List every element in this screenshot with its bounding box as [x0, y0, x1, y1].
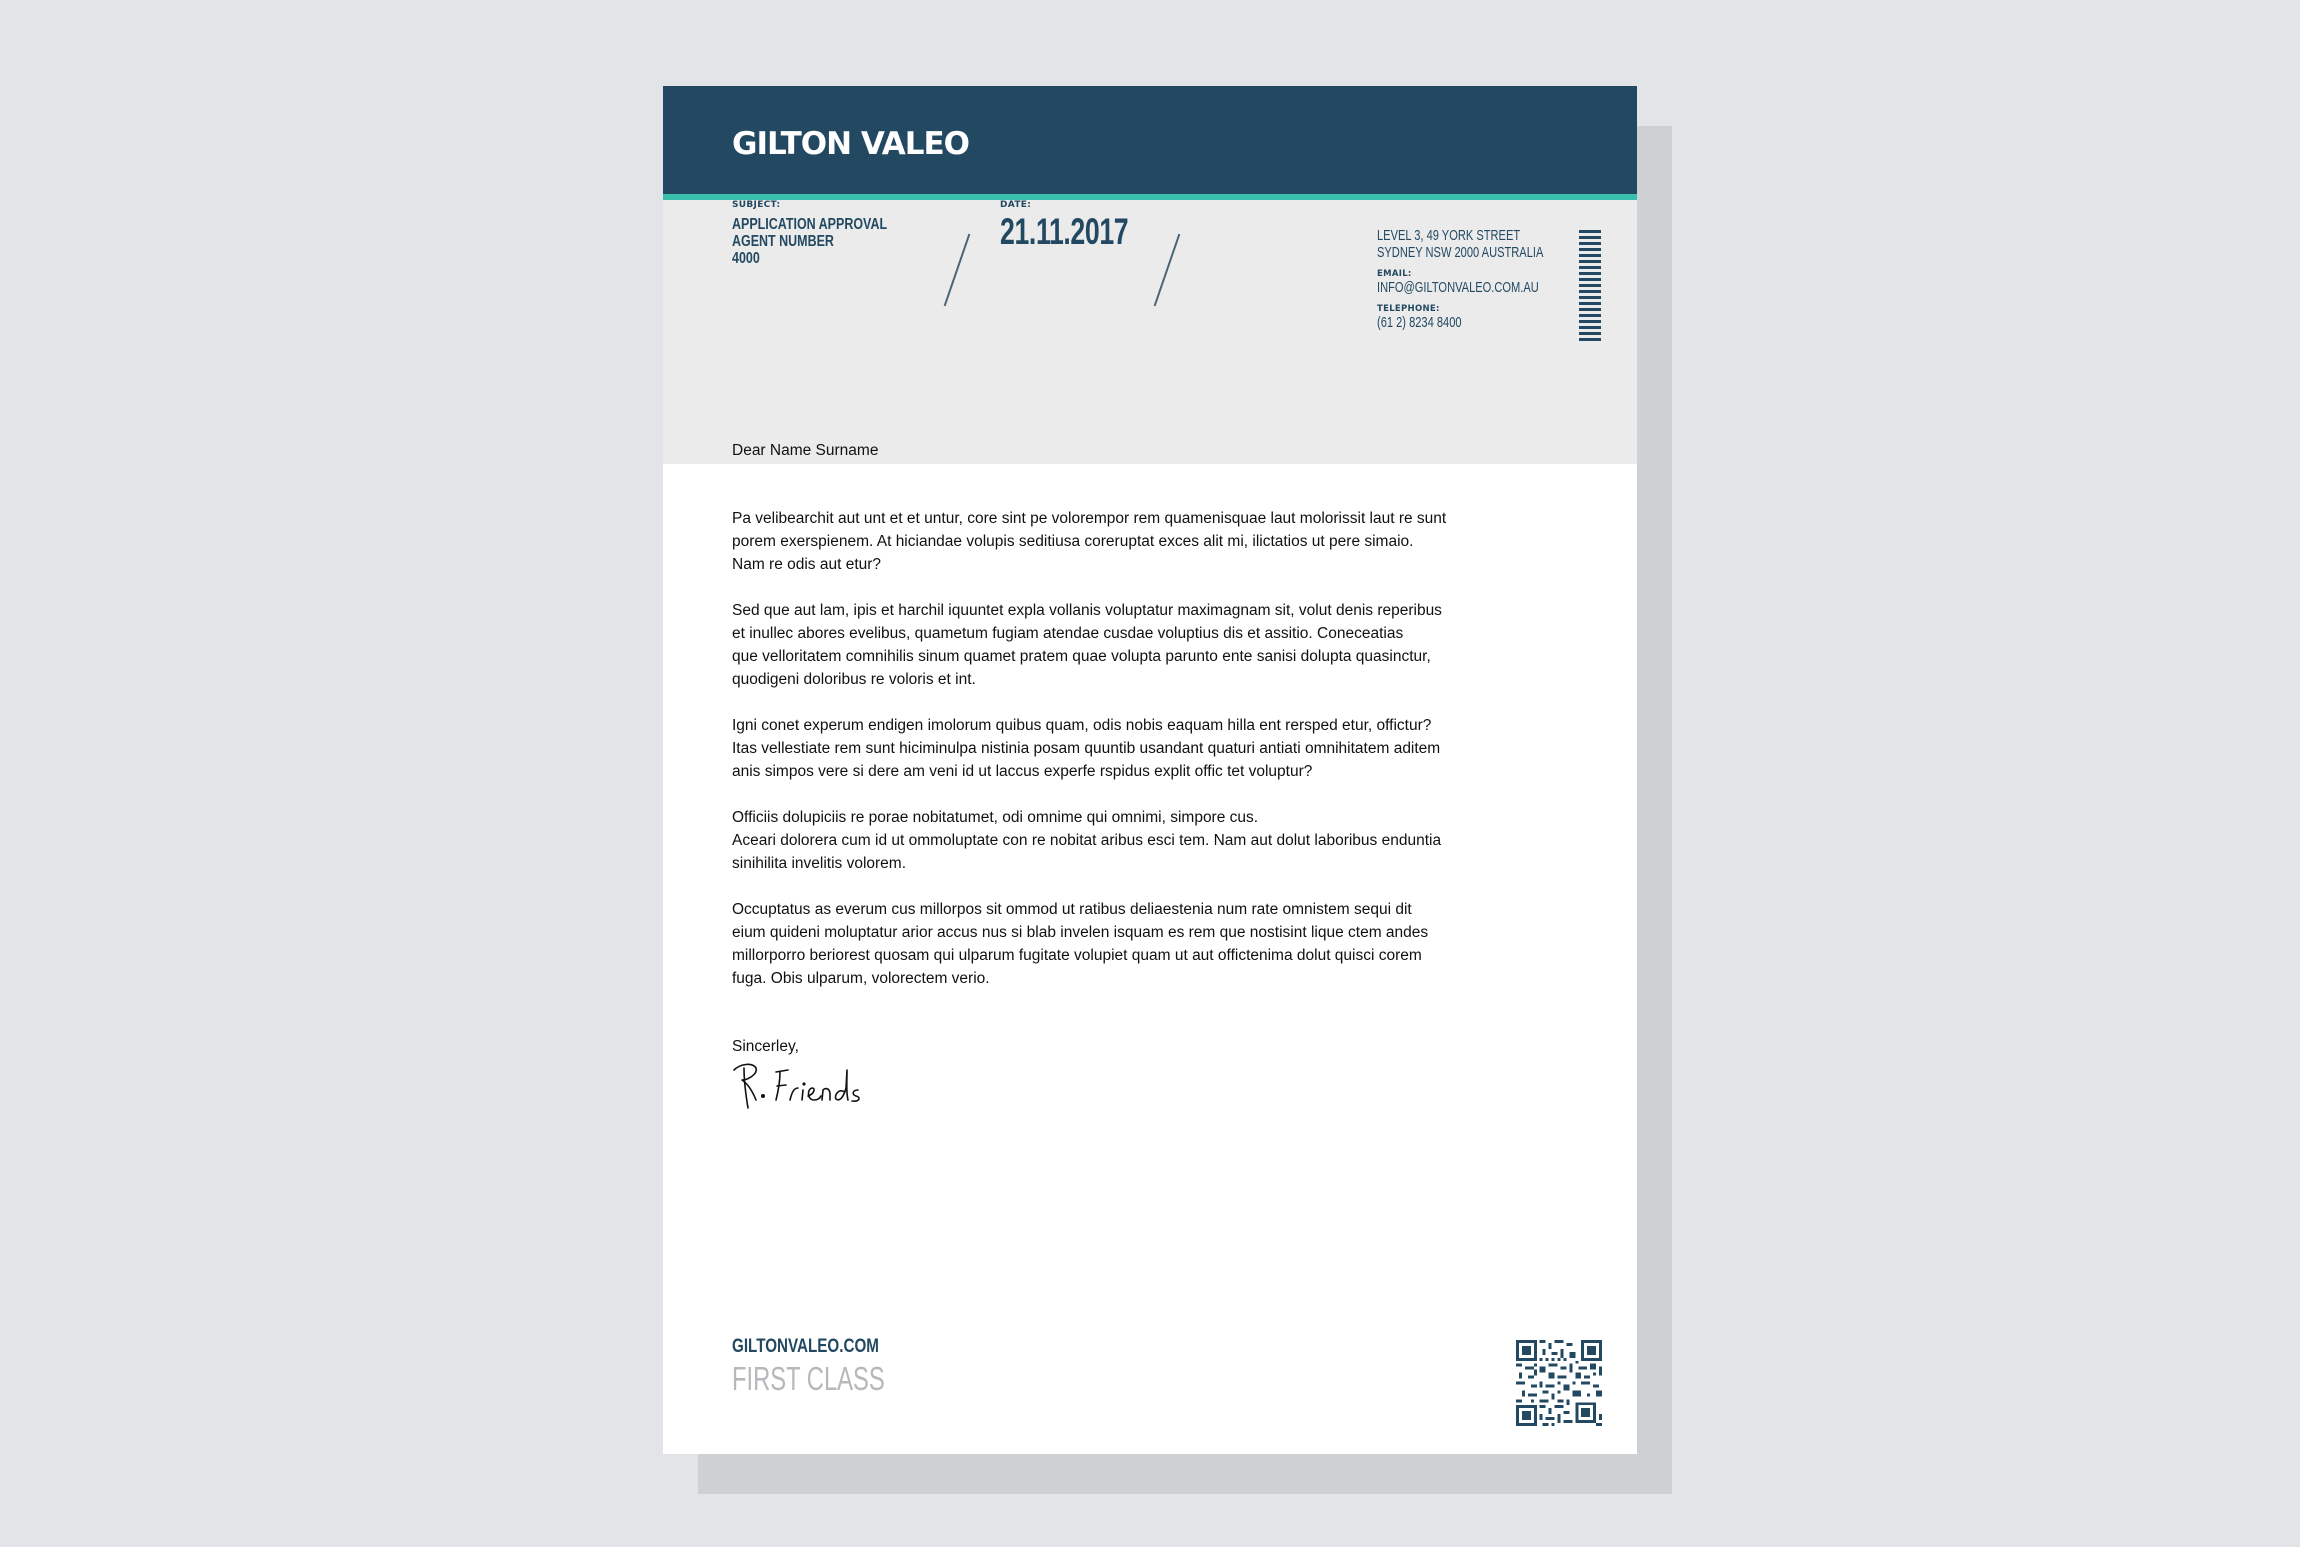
date-label: DATE:: [1000, 200, 1032, 210]
email-label: EMAIL:: [1377, 269, 1412, 279]
signature-image: [730, 1056, 900, 1116]
brand-logo: GILTON VALEO: [732, 126, 969, 162]
paragraph: Officiis dolupiciis re porae nobitatumet, odi omnime qui omnimi, simpore cus. Aceari dolorera cum id ut ommoluptate con re nobitat aribus esci tem. Nam aut dolut laboribus enduntia sinihilita invelitis volorem.: [732, 809, 1442, 872]
footer-tagline: FIRST CLASS: [732, 1360, 885, 1397]
footer-website[interactable]: GILTONVALEO.COM: [732, 1336, 879, 1357]
telephone-value[interactable]: (61 2) 8234 8400: [1377, 314, 1462, 331]
subject-line: APPLICATION APPROVAL: [732, 216, 888, 233]
qr-code-icon: [1516, 1340, 1602, 1426]
brand-bar: [663, 86, 1637, 194]
paragraph: Igni conet experum endigen imolorum quibus quam, odis nobis eaquam hilla ent rersped etur, offictur? Itas vellestiate rem sunt hiciminulpa nistinia posam quuntib usandant quaturi antiati omnihitatem aditem anis simpos vere si dere am veni id ut laccus experfe rspidus explit offic tet voluptur?: [732, 717, 1441, 780]
subject-block: [732, 200, 931, 267]
paragraph: Sed que aut lam, ipis et harchil iquuntet expla vollanis voluptatur maximagnam sit, volut denis reperibus et inullec abores evelibus, quametum fugiam atendae cusdae voluptius dis et assitio. Coneceatias que velloritatem comnihilis sinum quamet pratem quae volupta parunto ente sanisi dolupta quasinctur, quodigeni doloribus re voloris et int.: [732, 602, 1442, 688]
letter-body: [732, 439, 1512, 1058]
letterhead-page: [663, 86, 1637, 1454]
date-value: 21.11.2017: [1000, 211, 1129, 252]
paragraph: Pa velibearchit aut unt et et untur, core sint pe volorempor rem quamenisquae laut molorissit laut re sunt porem exerspienem. At hiciandae volupis seditiusa coreruptat exces alit mi, ilictatios ut pere simaio. Nam re odis aut etur?: [732, 510, 1447, 573]
address-line: SYDNEY NSW 2000 AUSTRALIA: [1377, 244, 1544, 261]
subject-line: 4000: [732, 250, 760, 267]
address-line: LEVEL 3, 49 YORK STREET: [1377, 227, 1521, 244]
paragraph: Occuptatus as everum cus millorpos sit ommod ut ratibus deliaestenia num rate omnistem sequi dit eium quideni moluptatur arior accus nus si blab invelen isquam es rem que nostisint lique ctem andes millorporro beriorest quosam qui ulparum fugitate volupiet quam ut aut offictenima dolut quisci corem fuga. Obis ulparum, volorectem verio.: [732, 901, 1429, 987]
email-value[interactable]: INFO@GILTONVALEO.COM.AU: [1377, 279, 1539, 296]
subject-line: AGENT NUMBER: [732, 233, 834, 250]
telephone-label: TELEPHONE:: [1377, 304, 1440, 314]
closing: Sincerley,: [732, 1038, 799, 1055]
contact-block: [1377, 227, 1602, 331]
subject-lines: [732, 216, 931, 267]
salutation: Dear Name Surname: [732, 442, 879, 459]
subject-label: SUBJECT:: [732, 200, 781, 210]
date-block: [1000, 200, 1178, 252]
barcode-icon: [1579, 230, 1601, 344]
